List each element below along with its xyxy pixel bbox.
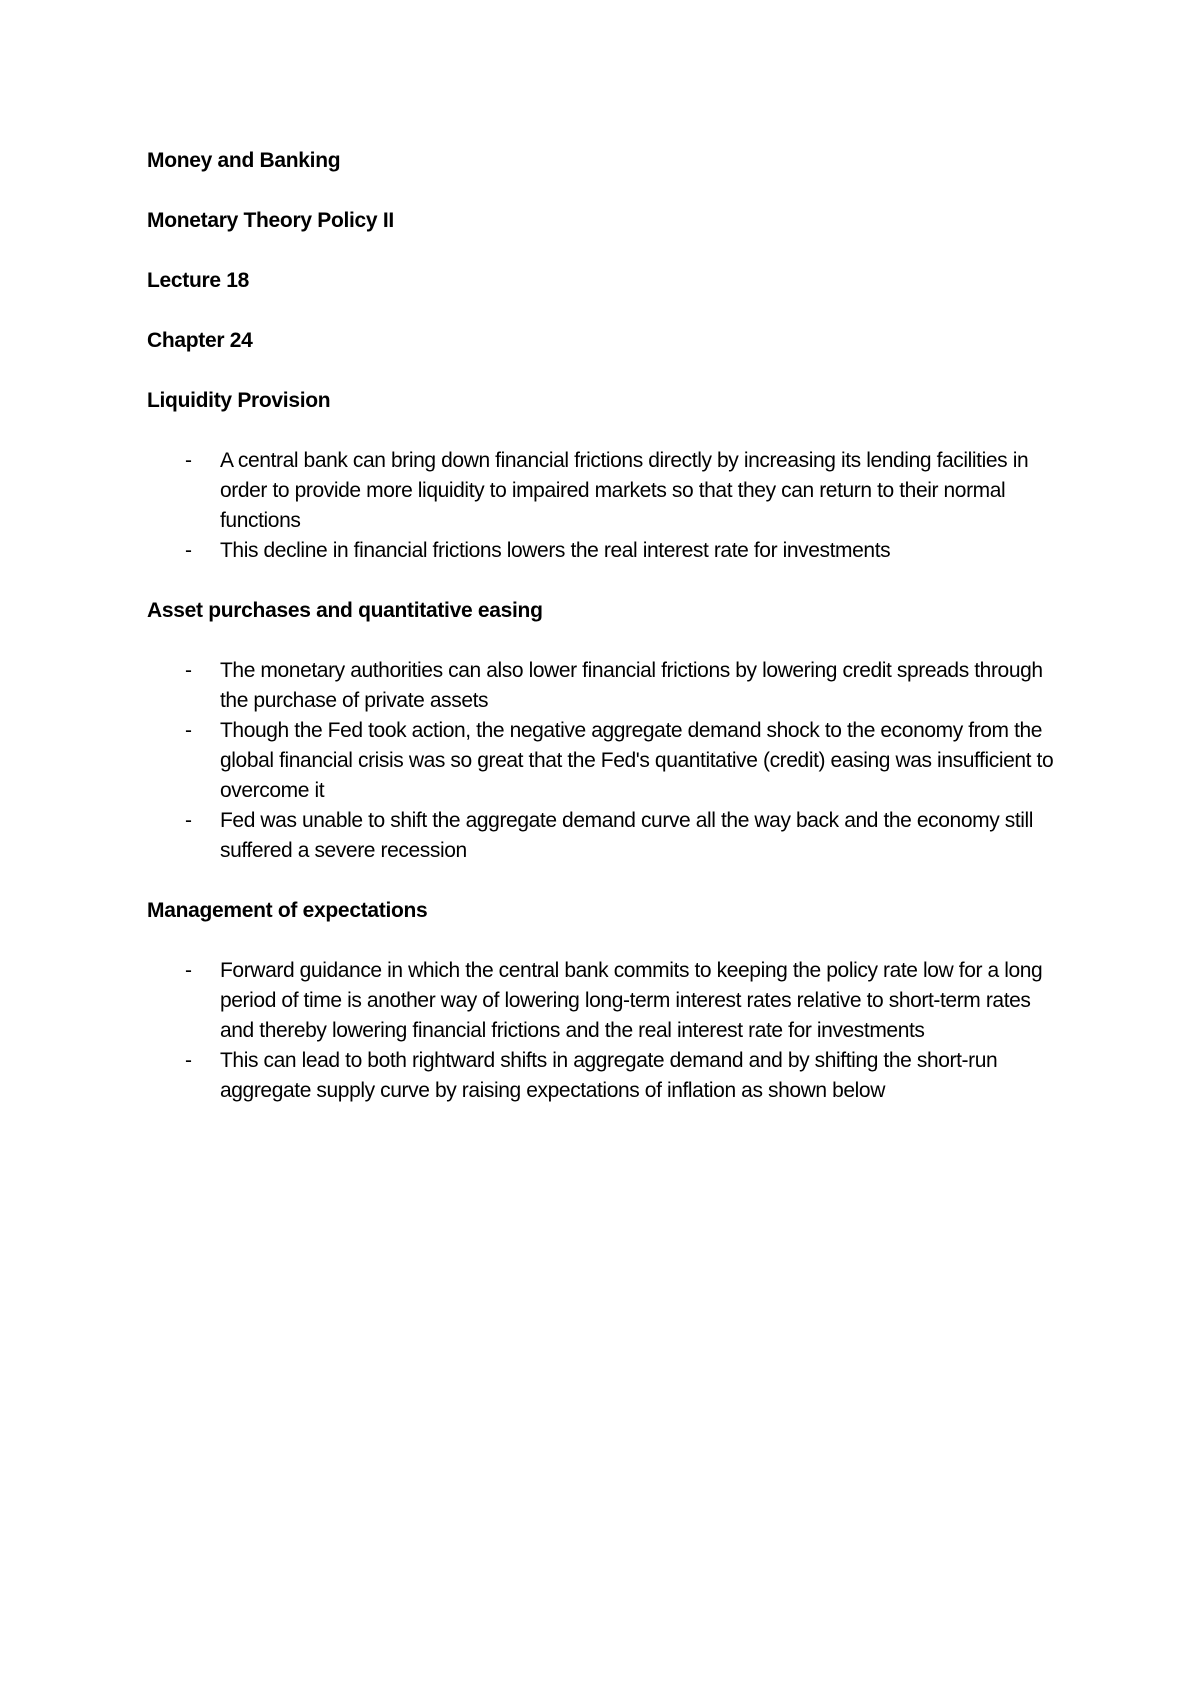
course-title: Money and Banking — [147, 149, 341, 172]
list-item — [147, 656, 1067, 716]
bullet-marker: - — [185, 809, 192, 832]
bullet-list-management-of-expectations — [147, 956, 1067, 1106]
bullet-marker: - — [185, 719, 192, 742]
bullet-list-asset-purchases — [147, 656, 1067, 866]
section-heading-asset-purchases: Asset purchases and quantitative easing — [147, 599, 543, 622]
bullet-marker: - — [185, 449, 192, 472]
bullet-marker: - — [185, 659, 192, 682]
bullet-marker: - — [185, 539, 192, 562]
list-item-text: Fed was unable to shift the aggregate demand curve all the way back and the economy still suffered a severe recession — [220, 809, 1034, 862]
list-item — [147, 806, 1067, 866]
bullet-marker: - — [185, 959, 192, 982]
bullet-marker: - — [185, 1049, 192, 1072]
list-item — [147, 716, 1067, 806]
section-heading-management-of-expectations: Management of expectations — [147, 899, 428, 922]
list-item-text: This decline in financial frictions lowers the real interest rate for investments — [220, 539, 891, 562]
lecture-number: Lecture 18 — [147, 269, 250, 292]
section-heading-liquidity-provision: Liquidity Provision — [147, 389, 331, 412]
list-item-text: The monetary authorities can also lower financial frictions by lowering credit spreads through the purchase of private assets — [220, 659, 1043, 712]
list-item-text: A central bank can bring down financial frictions directly by increasing its lending facilities in order to provide more liquidity to impaired markets so that they can return to their normal functions — [220, 449, 1029, 532]
chapter-number: Chapter 24 — [147, 329, 253, 352]
list-item-text: Forward guidance in which the central bank commits to keeping the policy rate low for a long period of time is another way of lowering long-term interest rates relative to short-term rates and thereby lowering financial frictions and the real interest rate for investments — [220, 959, 1043, 1042]
list-item — [147, 446, 1067, 536]
document-content — [147, 146, 1067, 1136]
bullet-list-liquidity-provision — [147, 446, 1067, 566]
list-item — [147, 536, 1067, 566]
list-item-text: This can lead to both rightward shifts in aggregate demand and by shifting the short-run aggregate supply curve by raising expectations of inflation as shown below — [220, 1049, 998, 1102]
list-item-text: Though the Fed took action, the negative aggregate demand shock to the economy from the global financial crisis was so great that the Fed's quantitative (credit) easing was insufficient to overcome it — [220, 719, 1054, 802]
list-item — [147, 956, 1067, 1046]
list-item — [147, 1046, 1067, 1106]
topic-title: Monetary Theory Policy II — [147, 209, 394, 232]
